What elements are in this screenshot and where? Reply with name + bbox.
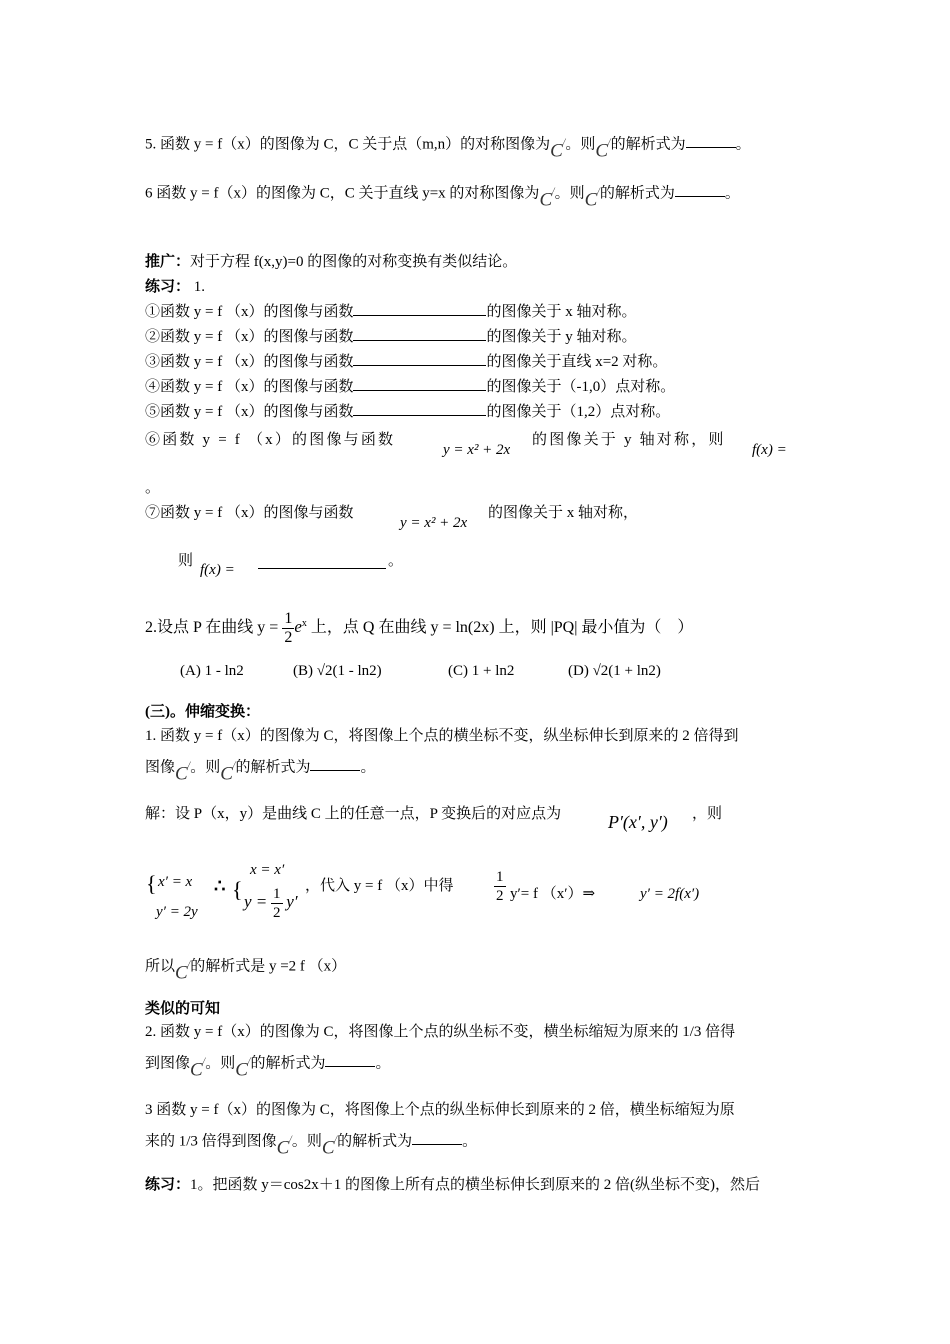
item6-ask: 的解析式为 — [599, 185, 675, 202]
practice-item-tail: 的图像关于 x 轴对称。 — [486, 304, 637, 320]
system1-bottom: y′ = 2y — [156, 904, 198, 920]
extension-text: 对于方程 f(x,y)=0 的图像的对称变换有类似结论。 — [190, 254, 518, 270]
period: 。 — [735, 136, 751, 153]
c-prime-symbol: C/ — [550, 137, 566, 162]
brace-left: { — [232, 877, 243, 902]
item6-text: 6 函数 y = f（x）的图像为 C，C 关于直线 y=x 的对称图像为 — [145, 185, 540, 202]
option-b[interactable]: (B) √2(1 - ln2) — [293, 663, 382, 679]
similar-title: 类似的可知 — [145, 1001, 221, 1017]
practice-item-7-tail: 的图像关于 x 轴对称， — [488, 505, 639, 521]
option-a[interactable]: (A) 1 - ln2 — [180, 663, 244, 679]
answer-blank[interactable] — [310, 770, 360, 771]
practice-item-7 — [145, 503, 353, 523]
q2-ask: 的解析式为 — [250, 1055, 326, 1072]
q2-then: 。则 — [205, 1055, 236, 1072]
solution-text: 解：设 P（x，y）是曲线 C 上的任意一点，P 变换后的对应点为 — [145, 806, 562, 822]
c-prime-symbol: C/ — [321, 1134, 338, 1159]
symmetry-item-5 — [145, 128, 751, 162]
answer-blank[interactable] — [353, 315, 486, 316]
practice-item-text: ⑦函数 y = f （x）的图像与函数 — [145, 505, 354, 521]
c-prime-symbol: C/ — [175, 959, 191, 984]
c-prime-symbol: C/ — [220, 760, 236, 785]
practice-item-3 — [145, 352, 667, 372]
practice-item-tail: 的图像关于（-1,0）点对称。 — [486, 379, 676, 395]
answer-blank[interactable] — [675, 196, 725, 197]
formula-x-squared-plus-2x: y = x² + 2x — [443, 442, 511, 458]
period: 。 — [724, 185, 740, 202]
stretch-q2-line2 — [145, 1047, 391, 1081]
problem-2 — [145, 610, 693, 647]
practice-item-6 — [145, 430, 395, 450]
problem-2-text: 2.设点 P 在曲线 y = — [145, 619, 279, 637]
brace-left: { — [146, 871, 157, 896]
item5-then: 。则 — [565, 136, 596, 153]
problem-2-tail: 上，点 Q 在曲线 y = ln(2x) 上，则 |PQ| 最小值为（ ） — [306, 619, 694, 637]
symmetry-item-6 — [145, 177, 740, 211]
therefore-symbol: ∴ — [214, 876, 226, 896]
practice-item-tail: 的图像关于 y 轴对称。 — [486, 329, 637, 345]
option-c[interactable]: (C) 1 + ln2 — [448, 663, 515, 679]
answer-blank[interactable] — [686, 147, 736, 148]
item5-ask: 的解析式为 — [610, 136, 686, 153]
stretch-q3-line1: 3 函数 y = f（x）的图像为 C，将图像上个点的纵坐标伸长到原来的 2 倍，横坐标缩短为原 — [145, 1102, 735, 1118]
c-prime-symbol: C/ — [276, 1134, 292, 1159]
period: 。 — [360, 759, 376, 776]
answer-blank[interactable] — [353, 365, 486, 366]
practice-item-text: ③函数 y = f （x）的图像与函数 — [145, 354, 354, 370]
fraction-one-half: $\frac{1}{2}$ — [496, 869, 504, 904]
stretch-q1-line1: 1. 函数 y = f（x）的图像为 C，将图像上个点的横坐标不变，纵坐标伸长到原来的 2 倍得到 — [145, 728, 739, 744]
point-p-prime: P′(x′, y′) — [608, 812, 668, 832]
extension-label: 推广： — [145, 254, 191, 270]
conclusion-text: 的解析式是 y =2 f （x） — [190, 958, 347, 975]
practice-item-2 — [145, 327, 636, 347]
c-prime-symbol: C/ — [584, 186, 600, 211]
answer-blank[interactable] — [325, 1066, 375, 1067]
stretch-q3-line2 — [145, 1125, 478, 1159]
c-prime-symbol: C/ — [235, 1056, 251, 1081]
practice-item-text: ②函数 y = f （x）的图像与函数 — [145, 329, 354, 345]
system2-rhs: y′ — [286, 891, 298, 911]
c-prime-symbol: C/ — [190, 1056, 206, 1081]
stretch-q2-line1: 2. 函数 y = f（x）的图像为 C，将图像上个点的纵坐标不变，横坐标缩短为原来的 1/3 倍得 — [145, 1024, 736, 1040]
system2-bottom — [244, 885, 298, 922]
answer-blank[interactable] — [353, 390, 486, 391]
exp-x: x — [301, 617, 307, 629]
solution-then: ，则 — [692, 806, 723, 822]
practice-item-text: ①函数 y = f （x）的图像与函数 — [145, 304, 354, 320]
answer-blank[interactable] — [258, 552, 386, 569]
q3-image-label: 来的 1/3 倍得到图像 — [145, 1133, 277, 1150]
period: 。 — [145, 480, 161, 496]
system1-top: x′ = x — [158, 874, 193, 890]
formula-x-squared-plus-2x: y = x² + 2x — [400, 515, 468, 531]
extension-line — [145, 252, 517, 272]
answer-blank[interactable] — [412, 1144, 462, 1145]
practice-header — [145, 277, 205, 297]
fraction-one-half: $\frac{1}{2}$ — [273, 886, 281, 921]
practice-2-line — [145, 1175, 760, 1195]
substitute-result: y′= f （x′）⇒ — [510, 886, 596, 902]
answer-blank[interactable] — [353, 415, 486, 416]
practice-number: 1. — [193, 279, 206, 295]
practice-item-5 — [145, 402, 670, 422]
substitute-fraction — [494, 868, 506, 905]
period: 。 — [388, 553, 404, 569]
final-equation: y′ = 2f(x′) — [640, 886, 700, 902]
c-prime-symbol: C/ — [595, 137, 611, 162]
solution-line — [145, 804, 561, 824]
fraction-one-half: $\frac{1}{2}$ — [284, 610, 293, 646]
formula-fx: f(x) = — [200, 562, 235, 578]
exp-e: e — [294, 617, 302, 637]
practice-item-text: ④函数 y = f （x）的图像与函数 — [145, 379, 354, 395]
period: 。 — [462, 1133, 478, 1150]
stretch-q1-line2 — [145, 751, 376, 785]
practice-2-text: 1。把函数 y＝cos2x＋1 的图像上所有点的横坐标伸长到原来的 2 倍(纵坐标不变)，然后 — [190, 1177, 761, 1193]
conclusion-so: 所以 — [145, 958, 176, 975]
system2-top: x = x′ — [250, 862, 285, 878]
practice-item-tail: 的图像关于直线 x=2 对称。 — [486, 354, 668, 370]
answer-blank[interactable] — [353, 340, 486, 341]
q1-image-label: 图像 — [145, 759, 176, 776]
q1-then: 。则 — [190, 759, 221, 776]
option-d[interactable]: (D) √2(1 + ln2) — [568, 663, 661, 679]
q2-image-label: 到图像 — [145, 1055, 191, 1072]
period: 。 — [375, 1055, 391, 1072]
system2-lhs: y = — [244, 891, 268, 911]
item6-then: 。则 — [554, 185, 585, 202]
practice-item-text: ⑤函数 y = f （x）的图像与函数 — [145, 404, 354, 420]
practice-item-4 — [145, 377, 675, 397]
then-label: 则 — [178, 553, 194, 569]
substitute-text: ，代入 y = f （x）中得 — [305, 878, 454, 894]
item5-text: 5. 函数 y = f（x）的图像为 C，C 关于点（m,n）的对称图像为 — [145, 136, 551, 153]
formula-fx: f(x) = — [752, 442, 787, 458]
q3-then: 。则 — [291, 1133, 322, 1150]
practice-item-tail: 的图像关于（1,2）点对称。 — [486, 404, 671, 420]
practice-label: 练习： — [145, 279, 191, 295]
practice-item-text: ⑥函数 y = f （x）的图像与函数 — [145, 432, 396, 448]
c-prime-symbol: C/ — [175, 760, 191, 785]
section-3-title: (三)。伸缩变换： — [145, 704, 260, 720]
practice-label: 练习： — [145, 1177, 191, 1193]
c-prime-symbol: C/ — [539, 186, 555, 211]
practice-item-1 — [145, 302, 636, 322]
practice-item-6-tail: 的图像关于 y 轴对称，则 — [532, 432, 726, 448]
conclusion-line — [145, 950, 347, 984]
q1-ask: 的解析式为 — [235, 759, 311, 776]
q3-ask: 的解析式为 — [337, 1133, 413, 1150]
